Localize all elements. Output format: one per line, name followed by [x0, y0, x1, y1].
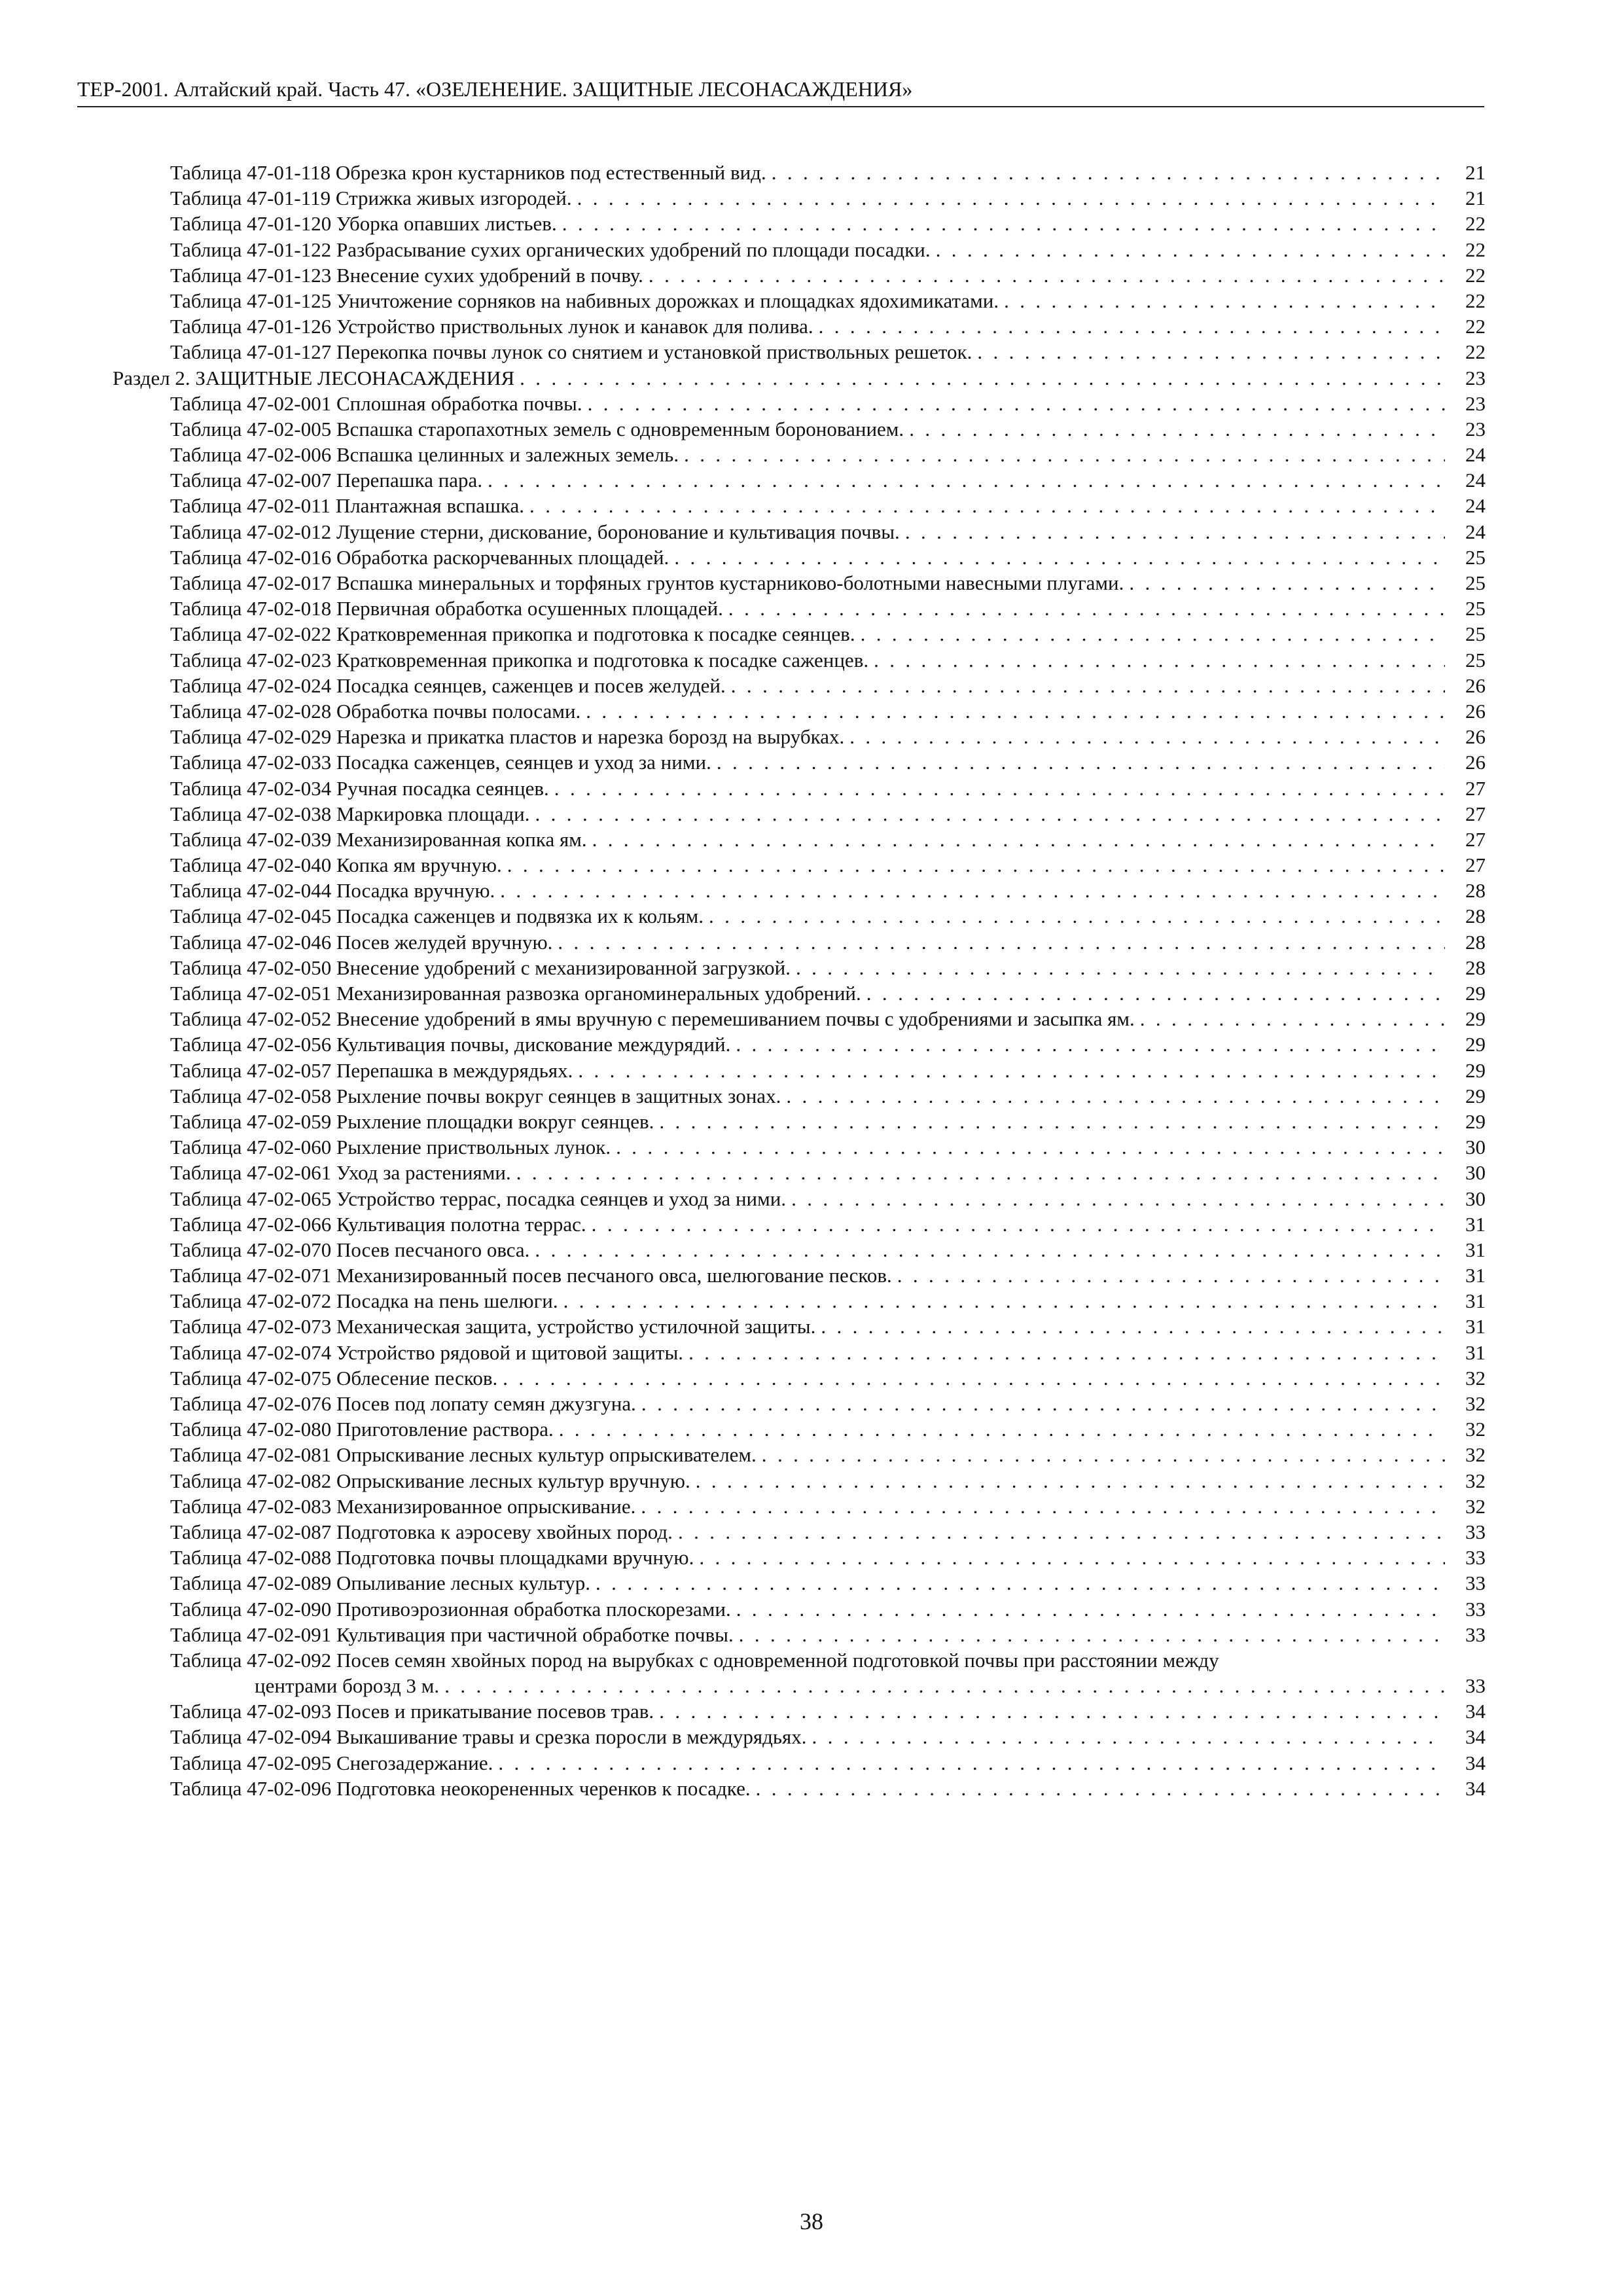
toc-entry[interactable] — [113, 1622, 1486, 1647]
toc-entry[interactable] — [113, 519, 1486, 545]
toc-entry[interactable] — [113, 1263, 1486, 1288]
toc-page-number: 29 — [1465, 1007, 1486, 1031]
toc-entry[interactable] — [113, 1211, 1486, 1237]
toc-entry-title: Таблица 47-01-126 Устройство приствольных лунок и канавок для полива. — [170, 315, 813, 338]
toc-entry-title: Таблица 47-02-080 Приготовление раствора. — [170, 1418, 554, 1441]
dot-leader — [868, 647, 1445, 673]
dot-leader — [482, 467, 1445, 493]
toc-entry[interactable] — [113, 1570, 1486, 1596]
dot-leader — [554, 1416, 1445, 1442]
toc-entry-title: Таблица 47-02-088 Подготовка почвы площадками вручную. — [170, 1546, 694, 1570]
toc-entry-title: Таблица 47-02-046 Посев желудей вручную. — [170, 930, 553, 954]
toc-page-number: 25 — [1465, 597, 1486, 620]
toc-entry-title: Таблица 47-02-007 Перепашка пара. — [170, 469, 483, 492]
dot-leader — [730, 1031, 1445, 1057]
dot-leader — [572, 185, 1445, 211]
dot-leader — [558, 1288, 1445, 1314]
toc-page-number: 29 — [1465, 1084, 1486, 1107]
toc-page-number: 32 — [1465, 1418, 1486, 1441]
toc-section-heading[interactable] — [113, 365, 1486, 391]
toc-entry[interactable] — [113, 1288, 1486, 1314]
toc-entry[interactable] — [113, 776, 1486, 801]
toc-entry-title: Таблица 47-02-011 Плантажная вспашка. — [170, 494, 525, 518]
dot-leader — [690, 1468, 1445, 1494]
toc-entry-title: Таблица 47-02-092 Посев семян хвойных пород на вырубках с одновременной подготовкой почвы при расстоянии между — [170, 1648, 1219, 1672]
dot-leader — [731, 1596, 1445, 1622]
toc-entry[interactable] — [113, 647, 1486, 673]
toc-page-number: 31 — [1465, 1289, 1486, 1313]
toc-entry-continuation[interactable] — [113, 1673, 1486, 1698]
toc-page-number: 34 — [1465, 1725, 1486, 1749]
toc-page-number: 26 — [1465, 725, 1486, 749]
toc-page-number: 30 — [1465, 1161, 1486, 1185]
toc-entry-title: Таблица 47-02-089 Опыливание лесных культур. — [170, 1571, 591, 1595]
toc-entry[interactable] — [113, 929, 1486, 955]
dot-leader — [815, 1314, 1445, 1339]
dot-leader — [855, 621, 1445, 647]
dot-leader — [529, 1237, 1445, 1263]
dot-leader — [781, 1083, 1445, 1109]
dot-leader — [497, 1365, 1445, 1391]
dot-leader — [549, 776, 1445, 801]
toc-page-number: 34 — [1465, 1700, 1486, 1723]
dot-leader — [495, 878, 1445, 903]
toc-entry[interactable] — [113, 1442, 1486, 1467]
toc-page-number: 33 — [1465, 1597, 1486, 1621]
toc-page-number: 31 — [1465, 1315, 1486, 1338]
toc-entry[interactable] — [113, 1698, 1486, 1724]
dot-leader — [786, 1186, 1445, 1211]
toc-entry-title: Таблица 47-02-059 Рыхление площадки вокруг сеянцев. — [170, 1109, 654, 1133]
page-number: 38 — [800, 2208, 823, 2234]
toc-entry[interactable] — [113, 1724, 1486, 1749]
toc-entry-title: Таблица 47-01-127 Перекопка почвы лунок со снятием и установкой приствольных решеток. — [170, 340, 972, 364]
toc-page-number: 28 — [1465, 956, 1486, 979]
toc-entry-title: Таблица 47-01-125 Уничтожение сорняков на набивных дорожках и площадках ядохимикатами. — [170, 289, 999, 312]
toc-entry[interactable] — [113, 1186, 1486, 1211]
dot-leader — [530, 801, 1446, 827]
dot-leader — [654, 1109, 1445, 1134]
dot-leader — [999, 288, 1445, 314]
toc-entry[interactable] — [113, 1596, 1486, 1622]
toc-page-number: 25 — [1465, 622, 1486, 646]
toc-entry[interactable] — [113, 903, 1486, 929]
toc-entry-title: Таблица 47-02-082 Опрыскивание лесных культур вручную. — [170, 1469, 690, 1492]
toc-page-number: 24 — [1465, 469, 1486, 492]
toc-entry-title: Таблица 47-02-070 Посев песчаного овса. — [170, 1238, 530, 1261]
toc-entry[interactable] — [113, 1468, 1486, 1494]
toc-entry[interactable] — [113, 1083, 1486, 1109]
toc-entry-title: Таблица 47-02-012 Лущение стерни, дискование, боронование и культивация почвы. — [170, 520, 900, 543]
dot-leader — [844, 724, 1445, 749]
toc-entry-title: Таблица 47-02-039 Механизированная копка ям. — [170, 827, 587, 851]
toc-entry[interactable] — [113, 314, 1486, 339]
toc-entry-title: Таблица 47-02-083 Механизированное опрыскивание. — [170, 1494, 636, 1518]
toc-entry[interactable] — [113, 211, 1486, 236]
toc-entry-title: Таблица 47-02-040 Копка ям вручную. — [170, 853, 502, 877]
dot-leader — [751, 1776, 1445, 1801]
toc-entry-title: Таблица 47-02-044 Посадка вручную. — [170, 879, 495, 903]
toc-page-number: 26 — [1465, 751, 1486, 774]
toc-page-number: 29 — [1465, 1058, 1486, 1082]
toc-page-number: 25 — [1465, 545, 1486, 569]
toc-page-number: 32 — [1465, 1469, 1486, 1492]
toc-entry[interactable] — [113, 621, 1486, 647]
toc-page-number: 26 — [1465, 699, 1486, 723]
toc-page-number: 24 — [1465, 443, 1486, 467]
toc-page-number: 33 — [1465, 1546, 1486, 1570]
toc-entry-title: Таблица 47-02-090 Противоэрозионная обработка плоскорезами. — [170, 1597, 731, 1621]
toc-entry-title: Таблица 47-02-034 Ручная посадка сеянцев. — [170, 776, 549, 800]
toc-entry-title: Таблица 47-02-028 Обработка почвы полосами. — [170, 699, 581, 723]
toc-page-number: 31 — [1465, 1340, 1486, 1364]
dot-leader — [861, 980, 1445, 1006]
toc-entry-title: Таблица 47-02-056 Культивация почвы, дискование междурядий. — [170, 1033, 731, 1056]
dot-leader — [514, 365, 1445, 391]
dot-leader — [791, 955, 1445, 980]
dot-leader — [704, 903, 1445, 929]
toc-page-number: 32 — [1465, 1392, 1486, 1415]
dot-leader — [673, 1519, 1445, 1545]
toc-page-number: 33 — [1465, 1674, 1486, 1698]
dot-leader — [972, 339, 1445, 365]
toc-entry-title: Таблица 47-01-120 Уборка опавших листьев. — [170, 212, 557, 236]
dot-leader — [502, 852, 1445, 878]
toc-entry[interactable] — [113, 1416, 1486, 1442]
dot-leader — [643, 262, 1445, 288]
dot-leader — [931, 237, 1445, 262]
dot-leader — [493, 1750, 1445, 1776]
dot-leader — [726, 673, 1445, 698]
toc-entry-title: Таблица 47-02-050 Внесение удобрений с механизированной загрузкой. — [170, 956, 791, 979]
toc-entry-title: Таблица 47-02-051 Механизированная развозка органоминеральных удобрений. — [170, 982, 861, 1005]
toc-entry[interactable] — [113, 1647, 1486, 1673]
toc-entry-title: Таблица 47-01-119 Стрижка живых изгородей. — [170, 187, 572, 210]
dot-leader — [573, 1058, 1445, 1083]
toc-entry[interactable] — [113, 980, 1486, 1006]
toc-entry-title: Таблица 47-02-094 Выкашивание травы и срезка поросли в междурядьях. — [170, 1725, 807, 1749]
toc-page-number: 22 — [1465, 212, 1486, 236]
toc-entry-title: Таблица 47-02-029 Нарезка и прикатка пластов и нарезка борозд на вырубках. — [170, 725, 845, 749]
toc-entry-title: Таблица 47-02-022 Кратковременная прикопка и подготовка к посадке сеянцев. — [170, 622, 855, 646]
toc-entry[interactable] — [113, 1750, 1486, 1776]
toc-entry[interactable] — [113, 339, 1486, 365]
toc-page-number: 28 — [1465, 905, 1486, 928]
toc-entry-title: Таблица 47-02-091 Культивация при частичной обработке почвы. — [170, 1623, 734, 1646]
dot-leader — [635, 1494, 1445, 1519]
toc-entry[interactable] — [113, 1314, 1486, 1339]
dot-leader — [586, 1211, 1445, 1237]
toc-entry[interactable] — [113, 288, 1486, 314]
page-header — [77, 76, 1484, 107]
toc-page-number: 34 — [1465, 1751, 1486, 1774]
toc-entry[interactable] — [113, 493, 1486, 518]
table-of-contents — [113, 160, 1486, 1801]
dot-leader — [757, 1442, 1445, 1467]
toc-entry-title: Таблица 47-02-058 Рыхление почвы вокруг сеянцев в защитных зонах. — [170, 1084, 781, 1107]
toc-page-number: 26 — [1465, 673, 1486, 697]
dot-leader — [813, 314, 1445, 339]
toc-entry-title: Таблица 47-02-081 Опрыскивание лесных культур опрыскивателем. — [170, 1443, 757, 1467]
toc-page-number: 22 — [1465, 315, 1486, 338]
toc-entry-title: Таблица 47-02-061 Уход за растениями. — [170, 1161, 511, 1185]
toc-entry[interactable] — [113, 673, 1486, 698]
dot-leader — [524, 493, 1445, 518]
toc-entry-title: Таблица 47-02-073 Механическая защита, устройство устилочной защиты. — [170, 1315, 816, 1338]
dot-leader — [900, 519, 1445, 545]
toc-entry-title: Таблица 47-02-024 Посадка сеянцев, саженцев и посев желудей. — [170, 673, 726, 697]
toc-entry-title: Таблица 47-02-045 Посадка саженцев и подвязка их к кольям. — [170, 905, 704, 928]
toc-entry[interactable] — [113, 724, 1486, 749]
dot-leader — [734, 1622, 1445, 1647]
toc-page-number: 30 — [1465, 1136, 1486, 1159]
dot-leader — [679, 442, 1445, 467]
toc-page-number: 33 — [1465, 1623, 1486, 1646]
toc-page-number: 23 — [1465, 366, 1486, 389]
toc-entry-title: Таблица 47-02-095 Снегозадержание. — [170, 1751, 493, 1774]
dot-leader — [711, 749, 1445, 775]
toc-entry-title: Таблица 47-02-060 Рыхление приствольных лунок. — [170, 1136, 611, 1159]
dot-leader — [580, 698, 1445, 724]
toc-entry-title: Таблица 47-02-006 Вспашка целинных и залежных земель. — [170, 443, 679, 467]
toc-entry[interactable] — [113, 570, 1486, 596]
toc-page-number: 31 — [1465, 1212, 1486, 1236]
toc-page-number: 27 — [1465, 802, 1486, 825]
toc-page-number: 23 — [1465, 417, 1486, 440]
toc-entry[interactable] — [113, 1006, 1486, 1031]
dot-leader — [723, 596, 1445, 621]
header-title: ТЕР-2001. Алтайский край. Часть 47. «ОЗЕЛЕНЕНИЕ. ЗАЩИТНЫЕ ЛЕСОНАСАЖДЕНИЯ» — [77, 77, 913, 101]
toc-page-number: 29 — [1465, 982, 1486, 1005]
toc-entry[interactable] — [113, 1160, 1486, 1185]
toc-entry[interactable] — [113, 1391, 1486, 1416]
toc-page-number: 28 — [1465, 930, 1486, 954]
toc-entry-title: Таблица 47-02-005 Вспашка старопахотных земель с одновременным боронованием. — [170, 417, 904, 440]
dot-leader — [1135, 1006, 1445, 1031]
toc-page-number: 34 — [1465, 1776, 1486, 1800]
toc-entry-title: Таблица 47-02-075 Облесение песков. — [170, 1366, 498, 1390]
toc-page-number: 22 — [1465, 340, 1486, 364]
dot-leader — [694, 1545, 1445, 1570]
toc-entry[interactable] — [113, 1237, 1486, 1263]
toc-entry[interactable] — [113, 1545, 1486, 1570]
dot-leader — [904, 416, 1445, 442]
toc-entry[interactable] — [113, 596, 1486, 621]
toc-entry-title: Таблица 47-02-071 Механизированный посев песчаного овса, шелюгование песков. — [170, 1264, 892, 1287]
toc-entry[interactable] — [113, 955, 1486, 980]
toc-page-number: 31 — [1465, 1238, 1486, 1261]
toc-entry[interactable] — [113, 749, 1486, 775]
dot-leader — [892, 1263, 1445, 1288]
toc-page-number: 29 — [1465, 1033, 1486, 1056]
dot-leader — [611, 1134, 1445, 1160]
toc-page-number: 22 — [1465, 289, 1486, 312]
toc-entry-title-continued: центрами борозд 3 м. — [255, 1674, 440, 1698]
toc-entry[interactable] — [113, 160, 1486, 185]
toc-page-number: 29 — [1465, 1109, 1486, 1133]
dot-leader — [587, 827, 1445, 852]
toc-entry-title: Таблица 47-02-096 Подготовка неокорененных черенков к посадке. — [170, 1776, 751, 1800]
dot-leader — [590, 1570, 1445, 1596]
toc-entry[interactable] — [113, 852, 1486, 878]
toc-entry-title: Таблица 47-02-023 Кратковременная прикопка и подготовка к посадке саженцев. — [170, 648, 869, 672]
toc-entry-title: Таблица 47-02-072 Посадка на пень шелюги. — [170, 1289, 558, 1313]
toc-entry-title: Раздел 2. ЗАЩИТНЫЕ ЛЕСОНАСАЖДЕНИЯ — [113, 366, 515, 389]
toc-entry-title: Таблица 47-01-123 Внесение сухих удобрений в почву. — [170, 263, 643, 287]
toc-entry-title: Таблица 47-02-087 Подготовка к аэросеву хвойных пород. — [170, 1520, 673, 1543]
toc-entry[interactable] — [113, 391, 1486, 416]
dot-leader — [1124, 570, 1445, 596]
toc-page-number: 23 — [1465, 391, 1486, 415]
dot-leader — [552, 929, 1445, 955]
toc-entry[interactable] — [113, 1031, 1486, 1057]
toc-page-number: 27 — [1465, 853, 1486, 877]
toc-entry-title: Таблица 47-02-016 Обработка раскорчеванных площадей. — [170, 545, 669, 569]
toc-page-number: 25 — [1465, 648, 1486, 672]
toc-entry[interactable] — [113, 442, 1486, 467]
toc-entry[interactable] — [113, 1519, 1486, 1545]
toc-entry[interactable] — [113, 698, 1486, 724]
toc-entry[interactable] — [113, 237, 1486, 262]
toc-page-number: 21 — [1465, 187, 1486, 210]
dot-leader — [439, 1673, 1445, 1698]
toc-entry-title: Таблица 47-02-074 Устройство рядовой и щитовой защиты. — [170, 1340, 684, 1364]
toc-entry-title: Таблица 47-02-057 Перепашка в междурядьях. — [170, 1058, 573, 1082]
dot-leader — [669, 545, 1445, 570]
toc-page-number: 33 — [1465, 1520, 1486, 1543]
toc-page-number: 24 — [1465, 494, 1486, 518]
toc-entry-title: Таблица 47-01-118 Обрезка крон кустарников под естественный вид. — [170, 161, 766, 184]
toc-entry-title: Таблица 47-02-001 Сплошная обработка почвы. — [170, 391, 582, 415]
toc-entry[interactable] — [113, 1494, 1486, 1519]
toc-page-number: 22 — [1465, 238, 1486, 261]
toc-page-number: 22 — [1465, 263, 1486, 287]
toc-page-number: 28 — [1465, 879, 1486, 903]
toc-entry[interactable] — [113, 1365, 1486, 1391]
toc-entry-title: Таблица 47-02-017 Вспашка минеральных и торфяных грунтов кустарниково-болотными навесными плугами. — [170, 571, 1124, 594]
toc-entry-title: Таблица 47-01-122 Разбрасывание сухих органических удобрений по площади посадки. — [170, 238, 931, 261]
toc-entry[interactable] — [113, 416, 1486, 442]
toc-entry[interactable] — [113, 827, 1486, 852]
toc-page-number: 32 — [1465, 1443, 1486, 1467]
dot-leader — [636, 1391, 1445, 1416]
toc-entry-title: Таблица 47-02-052 Внесение удобрений в ямы вручную с перемешиванием почвы с удобрениями и засыпка ям. — [170, 1007, 1135, 1031]
toc-entry[interactable] — [113, 1134, 1486, 1160]
dot-leader — [766, 160, 1445, 185]
dot-leader — [683, 1340, 1445, 1365]
dot-leader — [582, 391, 1445, 416]
toc-entry[interactable] — [113, 1340, 1486, 1365]
toc-page-number: 27 — [1465, 827, 1486, 851]
toc-entry-title: Таблица 47-02-065 Устройство террас, посадка сеянцев и уход за ними. — [170, 1187, 787, 1210]
toc-entry[interactable] — [113, 262, 1486, 288]
toc-entry-title: Таблица 47-02-093 Посев и прикатывание посевов трав. — [170, 1700, 654, 1723]
toc-page-number: 32 — [1465, 1366, 1486, 1390]
toc-entry[interactable] — [113, 1058, 1486, 1083]
toc-entry-title: Таблица 47-02-066 Культивация полотна террас. — [170, 1212, 586, 1236]
toc-page-number: 30 — [1465, 1187, 1486, 1210]
toc-entry-title: Таблица 47-02-033 Посадка саженцев, сеянцев и уход за ними. — [170, 751, 711, 774]
toc-entry[interactable] — [113, 545, 1486, 570]
toc-entry[interactable] — [113, 467, 1486, 493]
toc-entry[interactable] — [113, 878, 1486, 903]
toc-entry[interactable] — [113, 1776, 1486, 1801]
toc-entry[interactable] — [113, 1109, 1486, 1134]
toc-page-number: 32 — [1465, 1494, 1486, 1518]
toc-page-number: 33 — [1465, 1571, 1486, 1595]
toc-page-number: 31 — [1465, 1264, 1486, 1287]
toc-entry-title: Таблица 47-02-018 Первичная обработка осушенных площадей. — [170, 597, 723, 620]
dot-leader — [807, 1724, 1445, 1749]
dot-leader — [511, 1160, 1445, 1185]
toc-page-number: 21 — [1465, 161, 1486, 184]
toc-entry[interactable] — [113, 185, 1486, 211]
toc-page-number: 25 — [1465, 571, 1486, 594]
toc-page-number: 24 — [1465, 520, 1486, 543]
toc-page-number: 27 — [1465, 776, 1486, 800]
toc-entry-title: Таблица 47-02-076 Посев под лопату семян джузгуна. — [170, 1392, 636, 1415]
toc-entry-title: Таблица 47-02-038 Маркировка площади. — [170, 802, 530, 825]
dot-leader — [654, 1698, 1445, 1724]
toc-entry[interactable] — [113, 801, 1486, 827]
dot-leader — [557, 211, 1445, 236]
